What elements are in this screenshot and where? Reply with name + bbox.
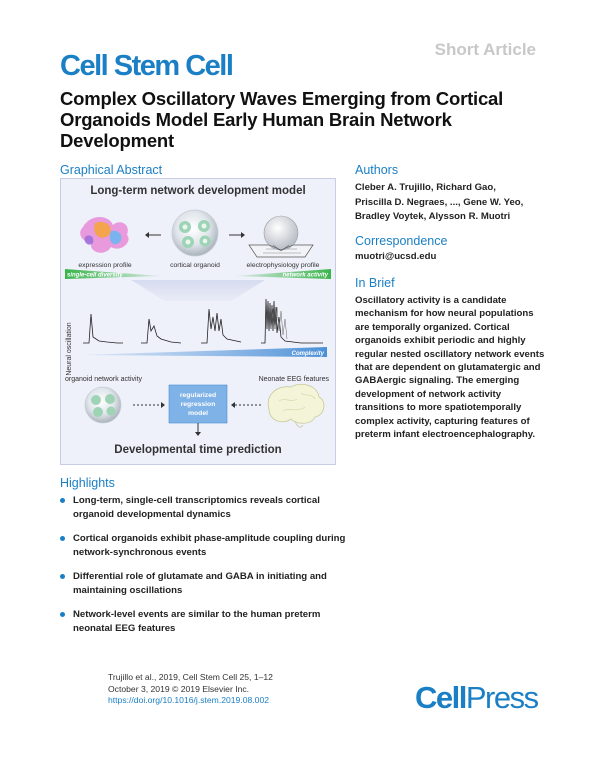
doi-link[interactable]: https://doi.org/10.1016/j.stem.2019.08.002 — [108, 695, 270, 705]
bullet-icon — [60, 498, 65, 503]
in-brief-line: organoids exhibit periodic and highly — [355, 335, 526, 347]
ga-neonate-eeg-label: Neonate EEG features — [258, 376, 329, 383]
highlight-line: Long-term, single-cell transcriptomics reveals cortical — [73, 495, 320, 506]
graphical-abstract-figure — [60, 178, 336, 465]
graphical-abstract-svg — [61, 179, 335, 464]
ga-expression-profile-label: expression profile — [78, 262, 132, 269]
highlight-line: network-synchronous events — [73, 546, 207, 558]
ga-cortical-organoid-label: cortical organoid — [170, 262, 220, 269]
article-title: Complex Oscillatory Waves Emerging from Cortical Organoids Model Early Human Brain Network Development — [60, 88, 504, 151]
highlights-list — [60, 494, 360, 646]
highlight-line: Cortical organoids exhibit phase-amplitude coupling during — [73, 533, 346, 544]
highlight-line: Differential role of glutamate and GABA in initiating and — [73, 571, 327, 582]
citation-line: Trujillo et al., 2019, Cell Stem Cell 25, 1–12 — [108, 672, 273, 682]
bullet-icon — [60, 536, 65, 541]
cellpress-logo — [415, 680, 538, 716]
ga-model-line3: model — [187, 410, 209, 417]
in-brief-line: GABAergic signaling. The emerging — [355, 375, 520, 387]
cellpress-logo-cell: Cell — [415, 680, 466, 715]
ga-organoid-network-activity-label: organoid network activity — [65, 376, 143, 383]
bullet-icon — [60, 612, 65, 617]
cellpress-logo-press: Press — [465, 680, 538, 715]
ga-electrophysiology-label: electrophysiology profile — [246, 262, 320, 269]
highlight-item — [60, 570, 360, 597]
author-line: Bradley Voytek, Alysson R. Muotri — [355, 211, 511, 222]
ga-model-line1: regularized — [179, 392, 217, 399]
ga-top-title: Long-term network development model — [90, 185, 306, 197]
in-brief-line: mechanism for how neural populations — [355, 308, 534, 320]
ga-model-line2: regression — [180, 401, 216, 408]
in-brief-line: are temporally organized. Cortical — [355, 321, 510, 333]
oscillation-traces — [83, 299, 323, 343]
arrow-down-icon — [195, 423, 201, 436]
highlight-item — [60, 608, 360, 635]
in-brief-heading: In Brief — [355, 276, 395, 290]
organoid-network-icon — [85, 387, 121, 423]
cortical-organoid-icon — [172, 210, 218, 256]
bullet-icon — [60, 574, 65, 579]
article-type-label: Short Article — [434, 40, 536, 59]
authors-list — [355, 181, 545, 225]
author-line: Priscilla D. Negraes, ..., Gene W. Yeo, — [355, 196, 524, 208]
citation-date: October 3, 2019 © 2019 Elsevier Inc. — [108, 683, 250, 694]
in-brief-line: regular nested oscillatory network events — [355, 348, 545, 360]
graphical-abstract-heading: Graphical Abstract — [60, 163, 163, 177]
in-brief-line: that are dependent on glutamatergic and — [355, 362, 541, 374]
ga-single-cell-diversity-label: single-cell diversity — [67, 272, 123, 279]
highlight-line: neonatal EEG features — [73, 622, 176, 634]
funnel-shape — [131, 280, 265, 301]
citation-block — [108, 672, 273, 707]
in-brief-line: complex activity, capturing features of — [355, 415, 530, 427]
dashed-arrow-right-icon — [231, 402, 261, 408]
correspondence-heading: Correspondence — [355, 234, 448, 248]
expression-profile-icon — [80, 217, 128, 253]
ga-bottom-title: Developmental time prediction — [114, 444, 282, 456]
highlight-line: Network-level events are similar to the human preterm — [73, 609, 321, 620]
ga-network-activity-label: network activity — [282, 272, 328, 279]
in-brief-line: development of network activity — [355, 388, 502, 400]
in-brief-line: preterm infant electroencephalography. — [355, 429, 536, 441]
complexity-wedge — [83, 347, 327, 357]
in-brief-line: transitions to more spatiotemporally — [355, 402, 522, 414]
highlights-heading: Highlights — [60, 476, 115, 490]
in-brief-text — [355, 294, 545, 441]
author-line: Cleber A. Trujillo, Richard Gao, — [355, 182, 496, 193]
highlight-item — [60, 494, 360, 521]
authors-heading: Authors — [355, 163, 399, 177]
arrow-left-icon — [145, 232, 161, 238]
ga-complexity-label: Complexity — [291, 351, 324, 357]
highlight-line: maintaining oscillations — [73, 584, 183, 596]
brain-icon — [268, 384, 324, 427]
in-brief-line: Oscillatory activity is a candidate — [355, 295, 507, 306]
arrow-right-icon — [229, 232, 245, 238]
mea-sphere-icon — [249, 216, 313, 257]
ga-neural-oscillation-label: Neural oscillation — [66, 322, 73, 376]
correspondence-email[interactable]: muotri@ucsd.edu — [355, 251, 437, 262]
journal-logo: Cell Stem Cell — [60, 50, 233, 82]
dashed-arrow-left-icon — [133, 402, 165, 408]
highlight-item — [60, 532, 360, 559]
highlight-line: organoid developmental dynamics — [73, 508, 231, 520]
